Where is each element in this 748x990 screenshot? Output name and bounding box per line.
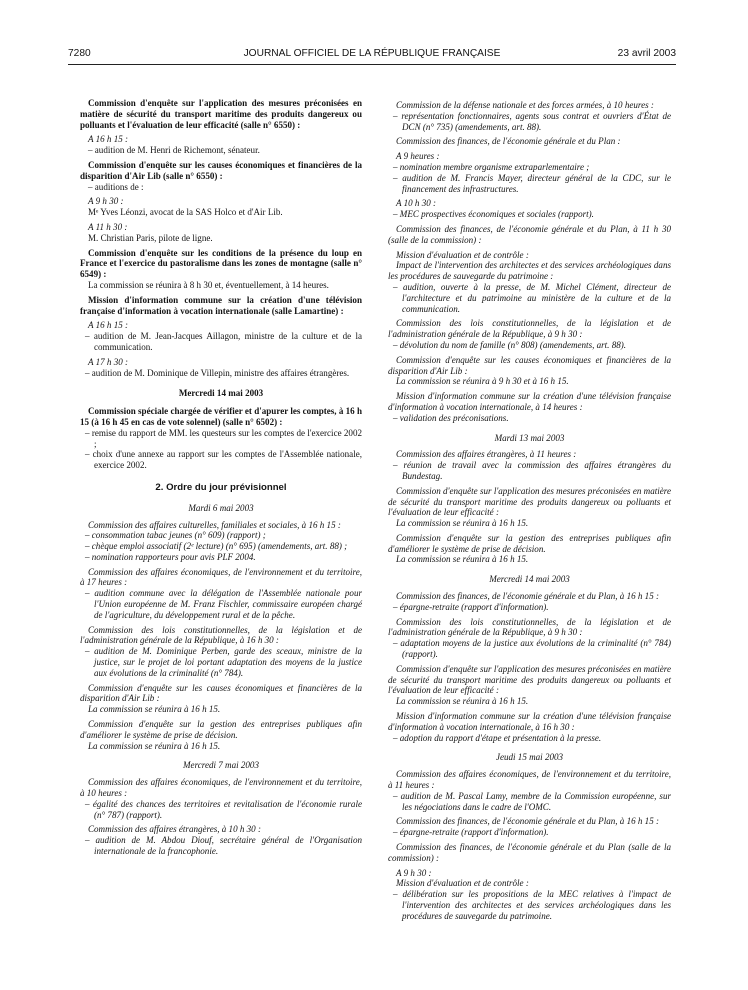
paragraph: La commission se réunira à 16 h 15.	[396, 554, 529, 565]
paragraph: Commission spéciale chargée de vérifier et d'apurer les comptes, à 16 h 15 (à 16 h 45 en cas de vote solennel) (salle n° 6502) :	[80, 406, 362, 427]
list-item: – remise du rapport de MM. les questeurs sur les comptes de l'exercice 2002 ;	[85, 427, 362, 449]
journal-title: JOURNAL OFFICIEL DE LA RÉPUBLIQUE FRANÇAISE	[243, 48, 501, 59]
paragraph: Commission d'enquête sur la gestion des entreprises publiques afin d'améliorer le système de prise de décision.	[80, 719, 362, 740]
page-header	[68, 48, 676, 62]
paragraph: Commission des finances, de l'économie générale et du Plan, à 16 h 15 :	[396, 591, 659, 602]
list-item: – épargne-retraite (rapport d'information).	[393, 601, 549, 612]
list-item: – audition de M. Pascal Lamy, membre de la Commission européenne, sur les négociations dans le cadre de l'OMC.	[393, 790, 671, 812]
date-heading: Mardi 6 mai 2003	[188, 502, 254, 513]
time-label: A 9 heures :	[396, 151, 440, 162]
paragraph: Mission d'évaluation et de contrôle :	[396, 249, 529, 260]
paragraph: Mᵉ Yves Léonzi, avocat de la SAS Holco et d'Air Lib.	[88, 207, 283, 218]
date-heading: Mardi 13 mai 2003	[494, 432, 565, 443]
list-item: – délibération sur les propositions de la MEC relatives à l'impact de l'intervention des architectes et des services archéologiques dans les procédures de sauvegarde du patrimoine.	[393, 889, 671, 921]
issue-date: 23 avril 2003	[617, 48, 676, 59]
list-item: – validation des préconisations.	[393, 412, 509, 423]
paragraph: Commission des finances, de l'économie générale et du Plan, à 11 h 30 (salle de la commission) :	[388, 223, 671, 245]
time-label: A 17 h 30 :	[88, 356, 129, 367]
paragraph: Commission d'enquête sur les causes économiques et financières de la disparition d'Air Lib (salle n° 6550) :	[80, 159, 362, 181]
list-item: – audition de M. Dominique de Villepin, ministre des affaires étrangères.	[85, 367, 350, 378]
paragraph: Impact de l'intervention des architectes et des services archéologiques dans les procédures de sauvegarde du patrimoine :	[388, 260, 671, 282]
paragraph: Commission des finances, de l'économie générale et du Plan, à 16 h 15 :	[396, 816, 659, 827]
time-label: A 10 h 30 :	[396, 198, 437, 209]
paragraph: Commission des finances, de l'économie générale et du Plan (salle de la commission) :	[388, 842, 671, 863]
list-item: – adoption du rapport d'étape et présentation à la presse.	[393, 732, 602, 743]
paragraph: Commission des lois constitutionnelles, de la législation et de l'administration générale de la République, à 16 h 30 :	[80, 624, 362, 646]
paragraph: Commission des affaires économiques, de l'environnement et du territoire, à 11 heures :	[388, 769, 671, 791]
paragraph: Commission des lois constitutionnelles, de la législation et de l'administration générale de la République, à 9 h 30 :	[388, 318, 671, 340]
list-item: – MEC prospectives économiques et sociales (rapport).	[393, 209, 594, 220]
paragraph: Commission des affaires économiques, de l'environnement et du territoire, à 10 heures :	[80, 777, 362, 799]
left-column	[80, 98, 362, 857]
paragraph: La commission se réunira à 16 h 15.	[88, 704, 221, 715]
header-rule	[68, 64, 676, 65]
list-item: – nomination membre organisme extraparlementaire ;	[393, 161, 590, 172]
list-item: – audition, ouverte à la presse, de M. Michel Clément, directeur de l'architecture et du patrimoine au ministère de la culture et de la communication.	[393, 281, 671, 314]
paragraph: Mission d'information commune sur la création d'une télévision française d'information à vocation internationale, à 16 h 30 :	[388, 711, 671, 732]
paragraph: Commission d'enquête sur l'application des mesures préconisées en matière de sécurité du transport maritime des produits dangereux ou polluants et l'évaluation de leur efficacité :	[388, 663, 671, 696]
list-item: – audition de M. Dominique Perben, garde des sceaux, ministre de la justice, sur le projet de loi portant adaptation des moyens de la justice aux évolutions de la criminalité (n° 784).	[85, 646, 362, 678]
paragraph: La commission se réunira à 9 h 30 et à 16 h 15.	[396, 376, 569, 387]
paragraph: Mission d'information commune sur la création d'une télévision française d'information à vocation internationale (salle Lamartine) :	[80, 294, 362, 316]
list-item: – nomination rapporteurs pour avis PLF 2004.	[85, 551, 256, 562]
paragraph: La commission se réunira à 16 h 15.	[88, 740, 221, 751]
list-item: – audition de M. Abdou Diouf, secrétaire général de l'Organisation internationale de la francophonie.	[85, 835, 362, 857]
time-label: A 11 h 30 :	[88, 221, 128, 232]
date-heading: Mercredi 14 mai 2003	[489, 574, 570, 585]
paragraph: Commission d'enquête sur l'application des mesures préconisées en matière de sécurité du transport maritime des produits dangereux ou polluants et l'évaluation de leur efficacité :	[388, 485, 671, 518]
list-item: – audition de M. Henri de Richemont, sénateur.	[88, 145, 260, 156]
paragraph: La commission se réunira à 8 h 30 et, éventuellement, à 14 heures.	[88, 279, 329, 290]
list-item: – réunion de travail avec la commission des affaires étrangères du Bundestag.	[393, 460, 671, 481]
list-item: – consommation tabac jeunes (n° 609) (rapport) ;	[85, 530, 266, 541]
paragraph: Mission d'évaluation et de contrôle :	[396, 878, 529, 889]
list-item: – représentation fonctionnaires, agents sous contrat et ouvriers d'État de DCN (n° 735) (amendements, art. 88).	[393, 110, 671, 132]
paragraph: La commission se réunira à 16 h 15.	[396, 696, 529, 707]
list-item: – chèque emploi associatif (2ᵉ lecture) (n° 695) (amendements, art. 88) ;	[85, 541, 348, 552]
paragraph: La commission se réunira à 16 h 15.	[396, 518, 529, 529]
paragraph: Commission d'enquête sur les conditions de la présence du loup en France et l'exercice du pastoralisme dans les zones de montagne (salle n° 6549) :	[80, 247, 362, 280]
time-label: A 16 h 15 :	[88, 134, 129, 145]
list-item: – adaptation moyens de la justice aux évolutions de la criminalité (n° 784) (rapport).	[393, 638, 671, 660]
paragraph: Mission d'information commune sur la création d'une télévision française d'information à vocation internationale, à 14 heures :	[388, 391, 671, 412]
paragraph: Commission d'enquête sur les causes économiques et financières de la disparition d'Air Lib :	[80, 682, 362, 704]
date-heading: Mercredi 14 mai 2003	[178, 388, 264, 399]
time-label: A 16 h 15 :	[88, 320, 129, 331]
list-item: – audition de M. Francis Mayer, directeur général de la CDC, sur le financement des infrastructures.	[393, 172, 671, 194]
list-item: – dévolution du nom de famille (n° 808) (amendements, art. 88).	[393, 339, 627, 350]
time-label: A 9 h 30 :	[88, 196, 124, 207]
list-item: – auditions de :	[88, 181, 144, 192]
time-label: A 9 h 30 :	[396, 867, 432, 878]
paragraph: Commission des affaires culturelles, familiales et sociales, à 16 h 15 :	[88, 519, 341, 530]
list-item: – égalité des chances des territoires et revitalisation de l'économie rurale (n° 787) (rapport).	[85, 798, 362, 820]
paragraph: Commission de la défense nationale et des forces armées, à 10 heures :	[396, 100, 654, 110]
paragraph: Commission des affaires étrangères, à 11 heures :	[396, 449, 577, 460]
date-heading: Jeudi 15 mai 2003	[495, 752, 564, 763]
list-item: – audition de M. Jean-Jacques Aillagon, ministre de la culture et de la communication.	[85, 331, 362, 352]
list-item: – audition commune avec la délégation de l'Assemblée nationale pour l'Union européenne de M. Franz Fischler, commissaire européen chargé de l'agriculture, du développement rural et de la pêche.	[85, 588, 362, 620]
page-number: 7280	[68, 48, 91, 59]
paragraph: M. Christian Paris, pilote de ligne.	[88, 232, 213, 243]
paragraph: Commission d'enquête sur les causes économiques et financières de la disparition d'Air Lib :	[388, 354, 671, 376]
paragraph: Commission d'enquête sur la gestion des entreprises publiques afin d'améliorer le système de prise de décision.	[388, 532, 671, 554]
list-item: – choix d'une annexe au rapport sur les comptes de l'Assemblée nationale, exercice 2002.	[85, 449, 362, 471]
list-item: – épargne-retraite (rapport d'information).	[393, 827, 549, 838]
paragraph: Commission des lois constitutionnelles, de la législation et de l'administration générale de la République, à 9 h 30 :	[388, 616, 671, 638]
paragraph: Commission des affaires économiques, de l'environnement et du territoire, à 17 heures :	[80, 566, 362, 588]
paragraph: Commission d'enquête sur l'application des mesures préconisées en matière de sécurité du transport maritime des produits dangereux ou polluants et l'évaluation de leur efficacité (salle n° 6550) :	[80, 98, 362, 130]
date-heading: Mercredi 7 mai 2003	[183, 760, 259, 771]
section-heading: 2. Ordre du jour prévisionnel	[155, 481, 287, 493]
paragraph: Commission des affaires étrangères, à 10 h 30 :	[88, 824, 261, 835]
right-column	[388, 100, 671, 922]
paragraph: Commission des finances, de l'économie générale et du Plan :	[396, 136, 621, 147]
